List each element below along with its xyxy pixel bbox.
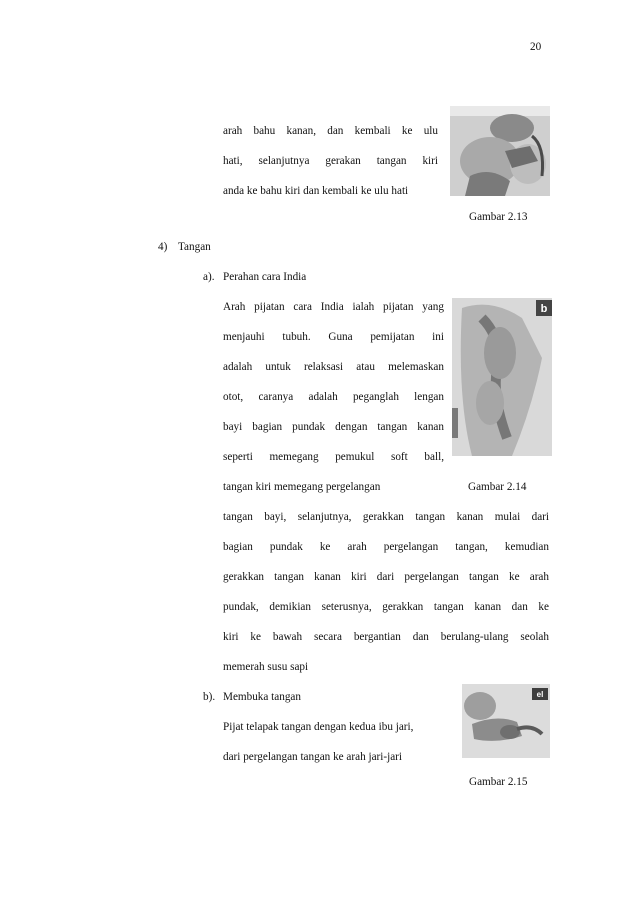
paragraph-line: anda ke bahu kiri dan kembali ke ulu hati [223,185,409,197]
paragraph-line: Pijat telapak tangan dengan kedua ibu jari, [223,721,414,733]
paragraph-line: bagian pundak ke arah pergelangan tangan, kemudian [223,541,549,553]
figure-2-14-image [452,298,552,456]
paragraph-line: dari pergelangan tangan ke arah jari-jari [223,751,403,763]
list-number: 4) [158,241,168,253]
sub-heading: Membuka tangan [223,691,301,703]
paragraph-line: gerakkan tangan kanan kiri dari pergelangan tangan ke arah [223,571,549,583]
figure-2-15-image [462,684,550,758]
paragraph-line: adalah untuk relaksasi atau melemaskan [223,361,444,373]
figure-2-13-image [450,106,550,196]
sub-label: b). [203,691,216,703]
paragraph-line: arah bahu kanan, dan kembali ke ulu [223,125,438,137]
page-number: 20 [530,41,542,53]
paragraph-line: hati, selanjutnya gerakan tangan kiri [223,155,438,167]
figure-caption: Gambar 2.14 [468,481,527,493]
paragraph-line: tangan bayi, selanjutnya, gerakkan tangan kanan mulai dari [223,511,549,523]
paragraph-line: Arah pijatan cara India ialah pijatan yang [223,301,444,313]
section-heading: Tangan [178,241,211,253]
sub-heading: Perahan cara India [223,271,307,283]
figure-badge: el [536,690,544,699]
paragraph-line: menjauhi tubuh. Guna pemijatan ini [223,331,444,343]
paragraph-line: tangan kiri memegang pergelangan [223,481,381,493]
figure-badge: b [540,303,548,315]
paragraph-line: otot, caranya adalah peganglah lengan [223,391,444,403]
sub-label: a). [203,271,215,283]
paragraph-line: pundak, demikian seterusnya, gerakkan tangan kanan dan ke [223,601,549,613]
paragraph-line: kiri ke bawah secara bergantian dan berulang-ulang seolah [223,631,549,643]
paragraph-line: seperti memegang pemukul soft ball, [223,451,444,463]
paragraph-line: bayi bagian pundak dengan tangan kanan [223,421,444,433]
figure-caption: Gambar 2.13 [469,211,528,223]
figure-caption: Gambar 2.15 [469,776,528,788]
paragraph-line: memerah susu sapi [223,661,309,673]
